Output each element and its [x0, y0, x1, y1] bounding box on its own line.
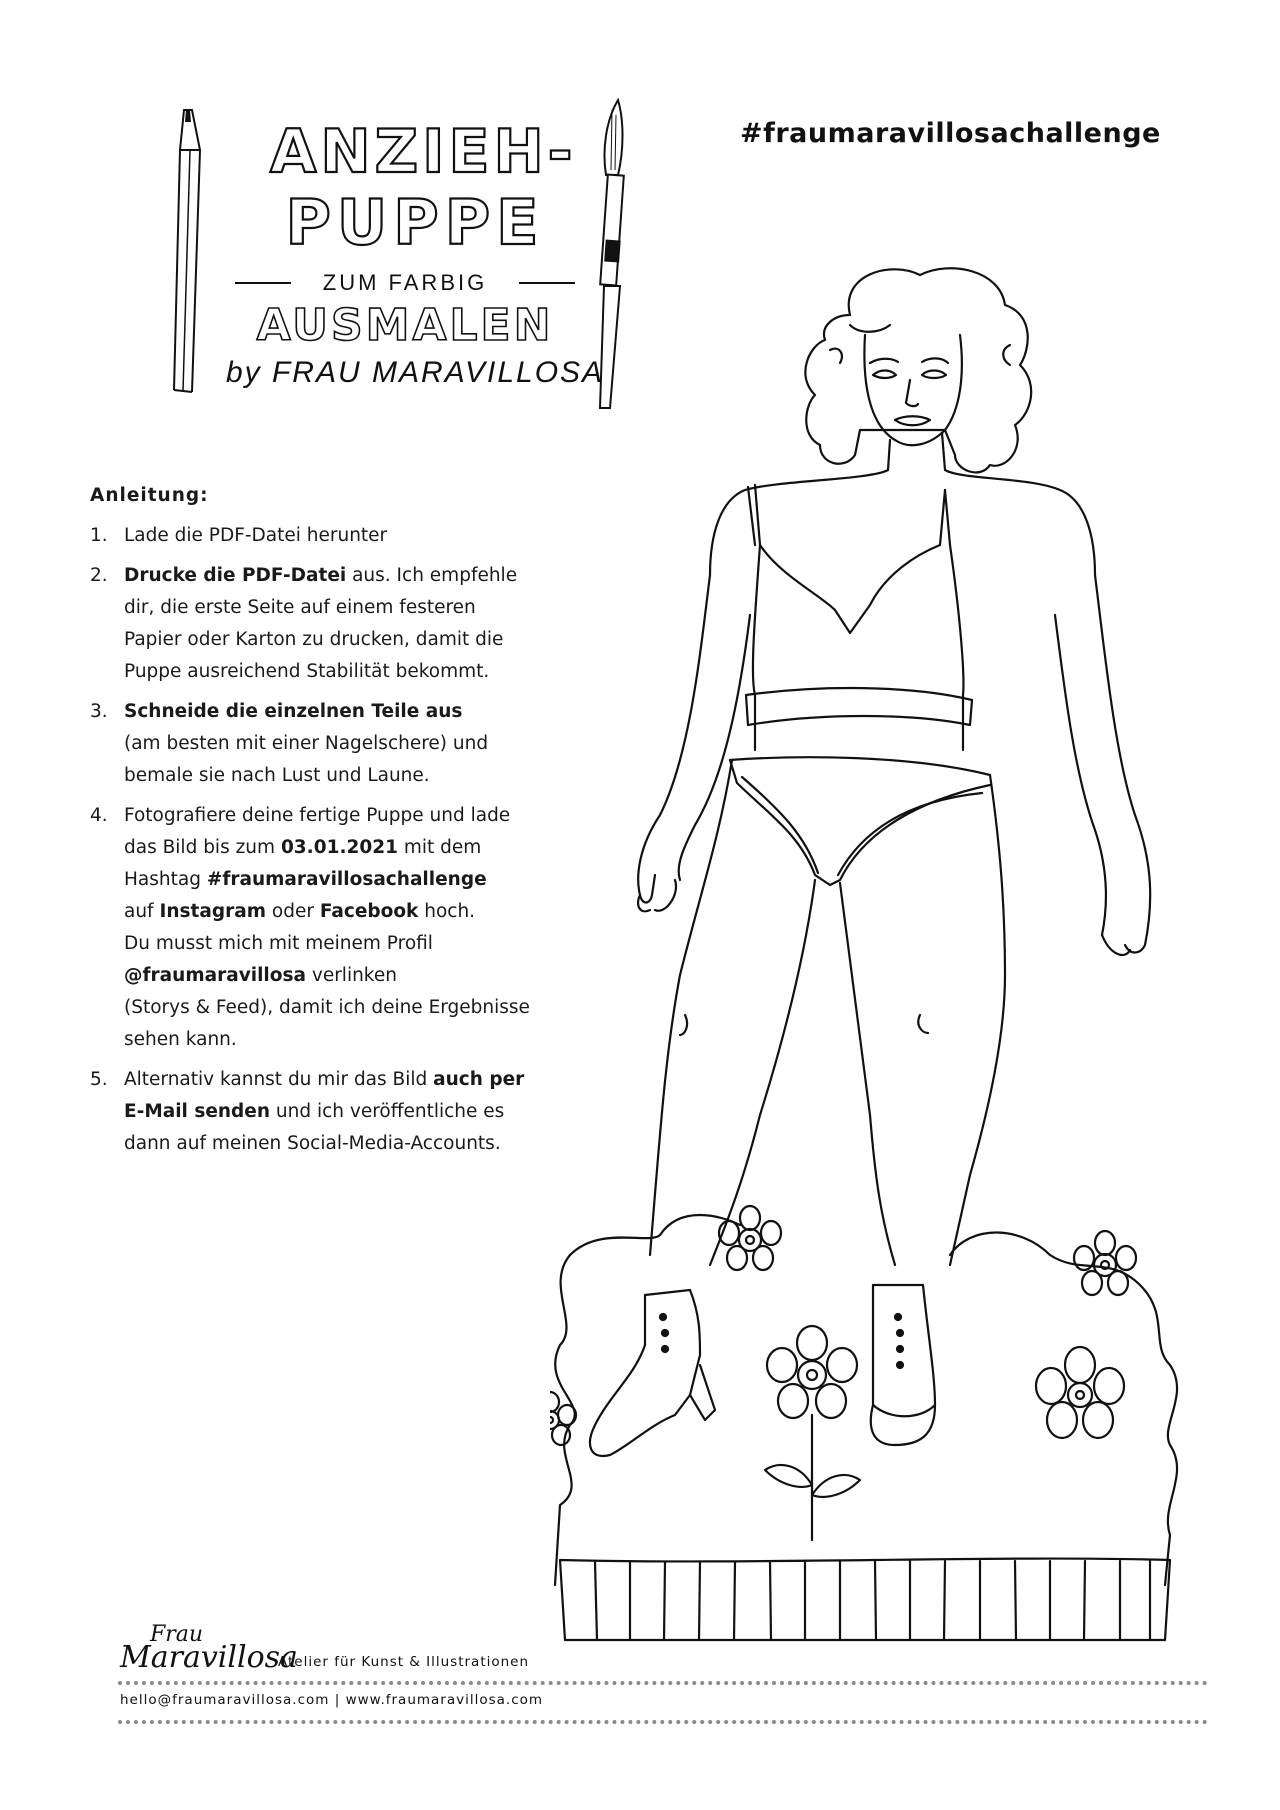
- subtitle-rule-left: [235, 282, 291, 284]
- striped-base: [560, 1559, 1170, 1640]
- footer-divider-bottom: [118, 1720, 1208, 1724]
- step-text-bold: Instagram: [159, 901, 266, 922]
- step-text-part: Hashtag: [124, 869, 207, 890]
- step-text: [124, 805, 530, 1050]
- step-text-part: Puppe ausreichend Stabilität bekommt.: [124, 661, 490, 682]
- flower-icon: [1036, 1347, 1124, 1438]
- flower-icon: [550, 1392, 576, 1445]
- step-text-part: das Bild bis zum: [124, 837, 281, 858]
- instruction-steps: [90, 520, 610, 1160]
- step-text-part: mit dem: [397, 837, 482, 858]
- step-text-bold: #fraumaravillosachallenge: [206, 869, 487, 890]
- step-number: 2.: [90, 565, 108, 586]
- step-text: [124, 565, 517, 682]
- step-text-part: bemale sie nach Lust und Laune.: [124, 765, 430, 786]
- step-text-part: Lade die PDF-Datei herunter: [124, 525, 388, 546]
- step-text: [124, 525, 387, 546]
- instruction-step: [90, 560, 610, 688]
- step-text-bold: 03.01.2021: [280, 837, 398, 858]
- step-text-part: verlinken: [305, 965, 397, 986]
- instruction-step: [90, 1064, 610, 1160]
- step-number: 5.: [90, 1069, 108, 1090]
- instruction-step: [90, 800, 610, 1056]
- step-text-bold: @fraumaravillosa: [124, 965, 306, 986]
- logo-line-maravillosa: Maravillosa: [120, 1640, 298, 1675]
- paper-doll-illustration: [550, 255, 1200, 1650]
- title-line-anzieh: ANZIEH-: [270, 117, 577, 187]
- briefs: [730, 757, 990, 775]
- footer-divider-top: [118, 1681, 1208, 1685]
- left-eye: [873, 371, 896, 379]
- step-text-part: dir, die erste Seite auf einem festeren: [124, 597, 476, 618]
- flower-icon: [767, 1326, 857, 1418]
- step-text: [124, 1069, 524, 1154]
- ankle-boot-left: [590, 1290, 700, 1456]
- challenge-hashtag: #fraumaravillosachallenge: [740, 118, 1161, 149]
- step-text-bold: E-Mail senden: [124, 1101, 271, 1122]
- instructions-heading: Anleitung:: [90, 485, 209, 506]
- step-text-part: und ich veröffentliche es: [270, 1101, 505, 1122]
- step-number: 1.: [90, 525, 108, 546]
- step-text-part: Papier oder Karton zu drucken, damit die: [124, 629, 504, 650]
- waistband: [746, 688, 972, 725]
- step-number: 4.: [90, 805, 108, 826]
- flower-icon: [1074, 1231, 1136, 1295]
- nose: [906, 380, 918, 406]
- hair-outline: [805, 268, 1031, 472]
- pencil-icon: [170, 100, 210, 400]
- step-text-part: (am besten mit einer Nagelschere) und: [124, 733, 489, 754]
- step-text-bold: Drucke die PDF-Datei: [124, 565, 347, 586]
- step-text-part: aus. Ich empfehle: [346, 565, 518, 586]
- step-text-bold: Schneide die einzelnen Teile aus: [124, 701, 463, 722]
- face-outline: [864, 335, 961, 445]
- title-line-ausmalen: AUSMALEN: [256, 300, 554, 351]
- bodysuit-top: [755, 485, 945, 633]
- instructions: [90, 480, 610, 1168]
- logo-line-frau: Frau: [150, 1622, 204, 1647]
- instruction-step: [90, 696, 610, 792]
- step-text: [124, 701, 488, 786]
- step-text-bold: auch per: [433, 1069, 525, 1090]
- step-text-part: oder: [266, 901, 320, 922]
- instruction-step: [90, 520, 610, 552]
- title-line-puppe: PUPPE: [285, 186, 545, 259]
- footer-logo: [120, 1622, 298, 1682]
- right-eye: [922, 371, 946, 379]
- step-text-part: sehen kann.: [124, 1029, 237, 1050]
- step-text-part: Du musst mich mit meinem Profil: [124, 933, 433, 954]
- byline: by FRAU MARAVILLOSA: [225, 356, 605, 389]
- step-text-part: (Storys & Feed), damit ich deine Ergebnisse: [124, 997, 530, 1018]
- footer-contact: hello@fraumaravillosa.com | www.fraumaravillosa.com: [120, 1692, 544, 1708]
- step-text-part: hoch.: [418, 901, 476, 922]
- step-text-part: Alternativ kannst du mir das Bild: [124, 1069, 434, 1090]
- step-text-bold: Facebook: [319, 901, 419, 922]
- subtitle-row: [235, 268, 575, 296]
- step-text-part: auf: [124, 901, 160, 922]
- step-text-part: Fotografiere deine fertige Puppe und lade: [124, 805, 511, 826]
- step-number: 3.: [90, 701, 108, 722]
- step-text-part: dann auf meinen Social-Media-Accounts.: [124, 1133, 501, 1154]
- subtitle: ZUM FARBIG: [322, 270, 488, 295]
- footer-tagline: Atelier für Kunst & Illustrationen: [278, 1654, 530, 1670]
- mouth: [895, 416, 930, 425]
